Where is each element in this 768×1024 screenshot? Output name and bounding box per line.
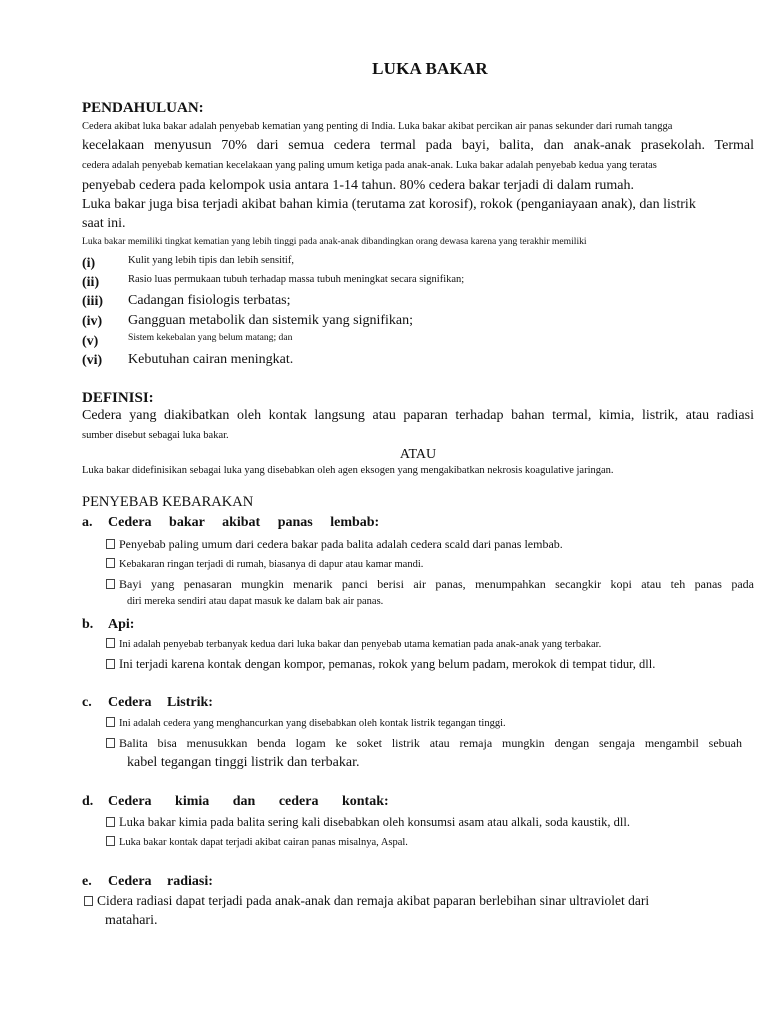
list-item: Rasio luas permukaan tubuh terhadap massa tubuh meningkat secara signifikan;: [128, 274, 465, 285]
bullet-text: Kebakaran ringan terjadi di rumah, biasanya di dapur atau kamar mandi.: [119, 559, 424, 570]
bullet-continuation: kabel tegangan tinggi listrik dan terbakar.: [127, 755, 360, 770]
list-item: [106, 836, 756, 848]
checkbox-icon: [84, 896, 93, 906]
list-item: [106, 736, 742, 751]
section-title: Cedera radiasi:: [108, 874, 213, 889]
bullet-text: Penyebab paling umum dari cedera bakar pada balita adalah cedera scald dari panas lembab.: [119, 537, 563, 551]
checkbox-icon: [106, 539, 115, 549]
definisi-heading: DEFINISI:: [82, 390, 154, 406]
list-num: (v): [82, 334, 99, 349]
pendahuluan-heading: PENDAHULUAN:: [82, 100, 204, 116]
section-b-heading: [82, 617, 134, 633]
section-c-heading: [82, 695, 213, 711]
bullet-text: Cidera radiasi dapat terjadi pada anak-anak dan remaja akibat paparan berlebihan sinar ultraviolet dari: [97, 893, 650, 908]
list-item: Gangguan metabolik dan sistemik yang signifikan;: [128, 313, 414, 328]
section-d-heading: [82, 794, 389, 810]
section-a-heading: [82, 515, 379, 531]
penyebab-heading: PENYEBAB KEBARAKAN: [82, 494, 254, 510]
list-item: Kebutuhan cairan meningkat.: [128, 352, 294, 367]
pendahuluan-line-4: penyebab cedera pada kelompok usia antara 1-14 tahun. 80% cedera bakar terjadi di dalam rumah.: [82, 178, 634, 193]
section-title: Api:: [108, 617, 135, 632]
definisi-line-3: Luka bakar didefinisikan sebagai luka yang disebabkan oleh agen eksogen yang mengakibatkan nekrosis koagulative jaringan.: [82, 465, 614, 476]
list-item: [106, 558, 756, 570]
checkbox-icon: [106, 836, 115, 846]
pendahuluan-line-5: Luka bakar juga bisa terjadi akibat bahan kimia (terutama zat korosif), rokok (penganiayaan anak), dan listrik: [82, 197, 696, 212]
page-title: LUKA BAKAR: [372, 59, 488, 78]
pendahuluan-line-6: saat ini.: [82, 216, 126, 231]
list-num: (i): [82, 256, 96, 271]
pendahuluan-line-2: kecelakaan menyusun 70% dari semua cedera termal pada bayi, balita, dan anak-anak prasekolah. Termal: [82, 138, 754, 153]
checkbox-icon: [106, 579, 115, 589]
section-label: d.: [82, 794, 94, 809]
list-item: [106, 815, 756, 830]
list-item: [106, 638, 756, 650]
section-title: Cedera Listrik:: [108, 695, 213, 710]
section-label: a.: [82, 515, 93, 530]
list-item: Sistem kekebalan yang belum matang; dan: [128, 332, 293, 343]
section-label: b.: [82, 617, 94, 632]
section-e-heading: [82, 874, 213, 890]
list-num: (ii): [82, 275, 100, 290]
pendahuluan-line-1: Cedera akibat luka bakar adalah penyebab kematian yang penting di India. Luka bakar akibat percikan air panas sekunder dari rumah tangga: [82, 121, 673, 132]
bullet-text: Ini terjadi karena kontak dengan kompor, pemanas, rokok yang belum padam, merokok di tempat tidur, dll.: [119, 657, 656, 671]
bullet-continuation: diri mereka sendiri atau dapat masuk ke dalam bak air panas.: [127, 596, 384, 607]
bullet-text: Ini adalah cedera yang menghancurkan yang disebabkan oleh kontak listrik tegangan tinggi.: [119, 718, 506, 729]
bullet-continuation: matahari.: [105, 913, 158, 928]
section-label: e.: [82, 874, 92, 889]
pendahuluan-line-3: cedera adalah penyebab kematian kecelakaan yang paling umum ketiga pada anak-anak. Luka bakar adalah penyebab kedua yang teratas: [82, 160, 657, 171]
bullet-text: Bayi yang penasaran mungkin menarik panci berisi air panas, menumpahkan secangkir kopi atau teh panas pada: [119, 577, 754, 591]
section-title: Cedera bakar akibat panas lembab:: [108, 515, 380, 530]
list-num: (vi): [82, 353, 103, 368]
pendahuluan-line-7: Luka bakar memiliki tingkat kematian yang lebih tinggi pada anak-anak dibandingkan orang dewasa karena yang terakhir memiliki: [82, 236, 587, 247]
checkbox-icon: [106, 659, 115, 669]
list-item: [106, 717, 756, 729]
checkbox-icon: [106, 638, 115, 648]
definisi-line-2: sumber disebut sebagai luka bakar.: [82, 430, 229, 441]
list-item: [84, 893, 734, 909]
atau-label: ATAU: [399, 447, 437, 462]
list-item: Cadangan fisiologis terbatas;: [128, 293, 291, 308]
bullet-text: Balita bisa menusukkan benda logam ke soket listrik atau remaja mungkin dengan sengaja mengambil sebuah: [119, 736, 742, 750]
definisi-line-1: Cedera yang diakibatkan oleh kontak langsung atau paparan terhadap bahan termal, kimia, listrik, atau radiasi: [82, 408, 754, 423]
checkbox-icon: [106, 817, 115, 827]
list-num: (iii): [82, 294, 103, 309]
list-item: [106, 577, 754, 592]
bullet-text: Luka bakar kontak dapat terjadi akibat cairan panas misalnya, Aspal.: [119, 837, 408, 848]
list-item: [106, 537, 756, 552]
bullet-text: Ini adalah penyebab terbanyak kedua dari luka bakar dan penyebab utama kematian pada anak-anak yang terbakar.: [119, 639, 602, 650]
section-title: Cedera kimia dan cedera kontak:: [108, 794, 389, 809]
section-label: c.: [82, 695, 92, 710]
checkbox-icon: [106, 738, 115, 748]
bullet-text: Luka bakar kimia pada balita sering kali disebabkan oleh konsumsi asam atau alkali, soda kaustik, dll.: [119, 815, 630, 829]
checkbox-icon: [106, 717, 115, 727]
list-item: [106, 657, 756, 672]
list-num: (iv): [82, 314, 103, 329]
checkbox-icon: [106, 558, 115, 568]
list-item: Kulit yang lebih tipis dan lebih sensitif,: [128, 255, 294, 266]
